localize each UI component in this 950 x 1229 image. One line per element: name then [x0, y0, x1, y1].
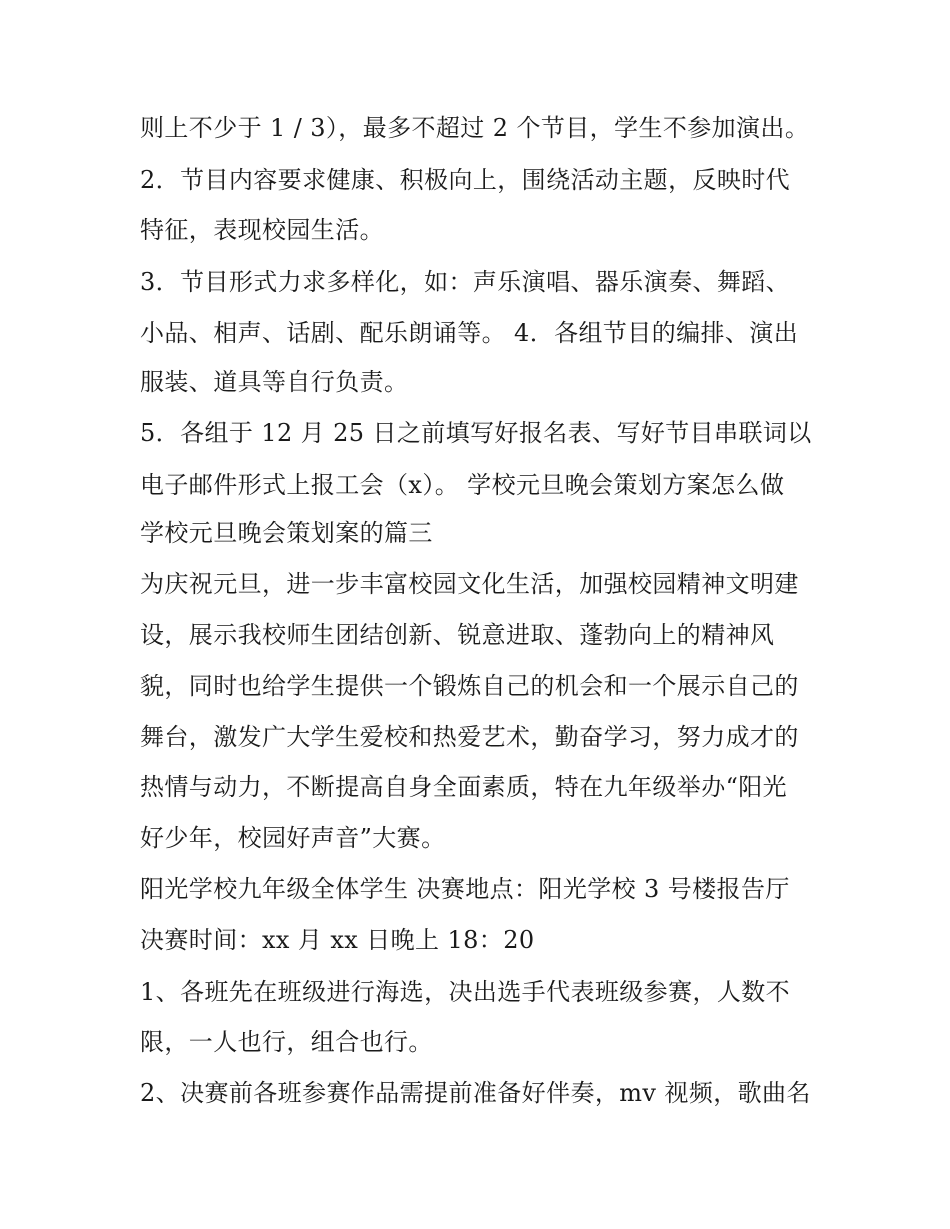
text-line: 为庆祝元旦，进一步丰富校园文化生活，加强校园精神文明建	[140, 570, 799, 598]
text-line: 2．节目内容要求健康、积极向上，围绕活动主题，反映时代	[140, 166, 791, 194]
text-line: 决赛时间：xx 月 xx 日晚上 18：20	[140, 926, 535, 954]
text-line: 好少年，校园好声音”大赛。	[140, 824, 446, 852]
text-line: 设，展示我校师生团结创新、锐意进取、蓬勃向上的精神风	[140, 621, 775, 649]
text-line: 则上不少于 1 / 3），最多不超过 2 个节目，学生不参加演出。	[140, 114, 810, 142]
text-line: 3．节目形式力求多样化，如：声乐演唱、器乐演奏、舞蹈、	[140, 268, 791, 296]
text-line: 小品、相声、话剧、配乐朗诵等。 4．各组节目的编排、演出	[140, 319, 799, 347]
text-line: 貌，同时也给学生提供一个锻炼自己的机会和一个展示自己的	[140, 672, 799, 700]
text-line: 5．各组于 12 月 25 日之前填写好报名表、写好节目串联词以	[140, 419, 812, 447]
text-line: 电子邮件形式上报工会（x）。 学校元旦晚会策划方案怎么做	[140, 471, 785, 499]
section-heading: 学校元旦晚会策划案的篇三	[140, 519, 433, 547]
text-line: 限，一人也行，组合也行。	[140, 1028, 433, 1056]
text-line: 舞台，激发广大学生爱校和热爱艺术，勤奋学习，努力成才的	[140, 723, 799, 751]
text-line: 热情与动力，不断提高自身全面素质，特在九年级举办“阳光	[140, 773, 788, 801]
text-line: 2、决赛前各班参赛作品需提前准备好伴奏，mv 视频，歌曲名	[140, 1079, 811, 1107]
text-line: 特征，表现校园生活。	[140, 216, 384, 244]
text-line: 1、各班先在班级进行海选，决出选手代表班级参赛，人数不	[140, 978, 791, 1006]
text-line: 阳光学校九年级全体学生 决赛地点：阳光学校 3 号楼报告厅	[140, 875, 790, 903]
text-line: 服装、道具等自行负责。	[140, 368, 409, 396]
